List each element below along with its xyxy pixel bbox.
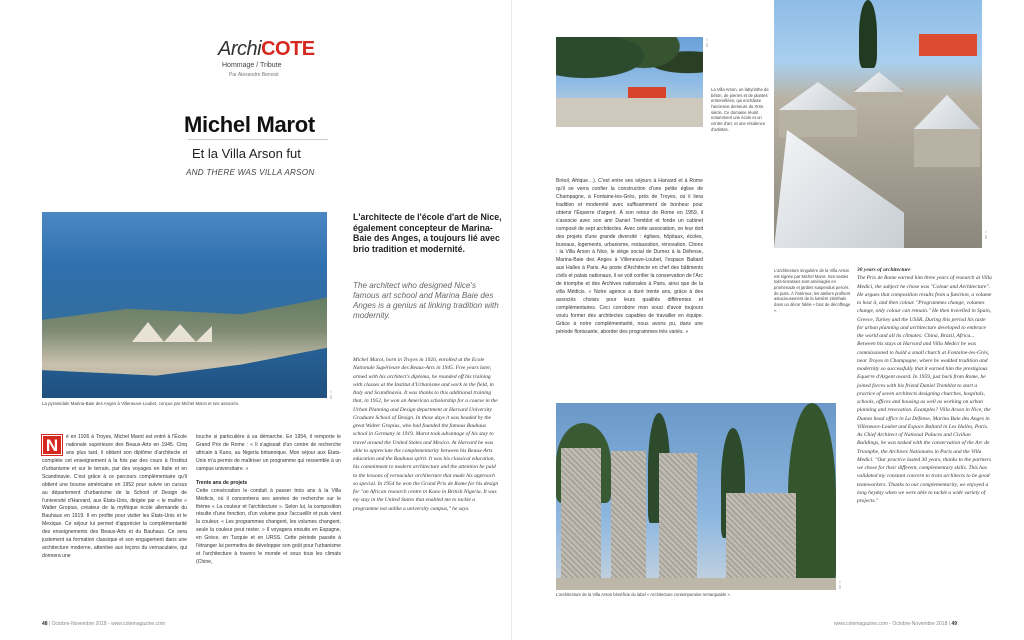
marina-baie-des-anges-photo <box>42 212 327 398</box>
lead-paragraph-french: L'architecte de l'école d'art de Nice, également concepteur de Marina-Baie des Anges, a toujours lié avec brio tradition et modernité. <box>353 212 502 255</box>
body-column-french-1: N é en 1926 à Troyes, Michel Marot est entré à l'École nationale supérieure des Beaux-Arts en 1945. Cinq ans plus tard, il obtient son diplôme d'architecte et complète cet enseignement à la fois par des cours à l'Institut d'urbanisme et sur le terrain, par des voyages en Italie et en Scandinavie. C'est grâce à ce parcours complémentaire qu'il obtient une bourse américaine en 1952 pour suivre un cursus au département d'urbanisme de la School of Design de l'université d'Harvard, aux États-Unis, dirigée par « le maître » Walter Gropius, créateur de la mythique école allemande du Bauhaus en 1919. Il en profite pour visiter les États-Unis et le Mexique. Ce séjour lui permet d'apprécier la complémentarité des enseignements des Beaux-Arts et du Bauhaus. Ce sera justement sa formation classique et son engagement dans une architecture moderne, attentive aux leçons du vernaculaire, qui donnera une <box>42 434 187 560</box>
photo-credit: © DR <box>984 230 988 240</box>
villa-arson-rooftop-photo <box>774 0 982 248</box>
body-column-french-2: touche si particulière à sa démarche. En 1954, il remporte le Grand Prix de Rome : « Il s'agissait d'un centre de recherche africain à Kano, au Nigeria britannique. Mon séjour aux États-Unis m'a permis de maîtriser un programme qui ressemble à un campus universitaire. » Trente ans de projets Cette consécration le conduit à passer trois ans à la Villa Médicis, où il concentrera ses années de recherche sur le thème « La couleur et l'architecture ». Selon lui, la composition résulte d'une fonction, d'un volume pour l'accueillir et puis vient la couleur. « Les programmes changent, les volumes changent, seule la couleur peut rester. » Il voyagera ensuite en Espagne, en Grèce, en Turquie et en URSS. Cette période passée à l'étranger lui permettra de développer son goût pour l'urbanisme et l'architecture à travers le monde et sous tous les climats (Chine, <box>196 434 341 566</box>
article-subtitle: Et la Villa Arson fut <box>192 146 301 161</box>
body-column-english-1: Michel Marot, born in Troyes in 1926, enrolled at the Ecole Nationale Supérieure des Beaux-Arts in 1945. Five years later, armed with his architect's diploma, he rounded off his training with classes at the Institut d'Urbanisme and work in the field, in Italy and Scandinavia. It was thanks to this additional training that, in 1952, he won an American scholarship for a course in the Urban Planning and Design department at Harvard University Graduate School of Design. In those days it was headed by the great Walter Gropius, who had founded the famous Bauhaus school in Germany in 1919. Marot took advantage of his stay to travel around the United States and Mexico. At Harvard he was able to appreciate the complementarity between his Beaux-Arts education and the Bauhaus spirit. It was his classical education, his commitment to modern architecture and the attention he paid to the lessons of vernacular architecture that made his approach so special. In 1954 he won the Grand Prix de Rome for his design for "an African research centre in Kano in British Nigeria. It was my stay in the United States that enabled me to tackle a programme not unlike a university campus," he says. <box>353 357 499 512</box>
footer-left: 48 | Octobre-Novembre 2018 - www.cotemagazine.com <box>42 621 166 627</box>
article-title: Michel Marot <box>184 112 315 137</box>
roof-photo-caption: L'architecture singulière de la Villa Arson est signée par Michel Marot. Ses vastes toits-terrasses sont aménagés en promenade et jardins suspendus percés de puits. À l'intérieur, les ateliers profitent astucieusement de la lumière zénithale dans un décor fidèle « brut de décoffrage ». <box>774 268 851 313</box>
lead-paragraph-english: The architect who designed Nice's famous art school and Marina Baie des Anges is a genius at linking tradition with modernity. <box>353 281 499 321</box>
body-column-french-3: Brésil, Afrique…). C'est entre ses séjours à Harvard et à Rome qu'il se verra confier la construction d'une petite église de Champagne, à Fontaine-les-Grès, près de Troyes, où il liera tradition et modernité avec suffisamment de bonheur pour obtenir l'Équerre d'argent. À son retour de Rome en 1959, il s'associe avec son ami Daniel Tremblot et fonde un cabinet composé de sept architectes. Avec cette association, on leur doit des projets d'une grande diversité : églises, hôpitaux, écoles, bureaux, logements, urbanisme, restauration, rénovation. Citons : la Villa Arson à Nice, le siège social de Dumez à la Défense, Marina-Baie des Anges à Villeneuve-Loubet, l'espace Baltard aux Halles à Paris. Au poste d'Architecte en chef des bâtiments civils et palais nationaux, il se voit confier la conservation de l'Arc de triomphe et des Archives nationales à Paris, ainsi que de la villa Médicis. « Notre agence a duré trente ans, grâce à des associés choisis pour leurs qualités différentes et complémentaires. Ceci corrobore mon souci d'avoir toujours voulu former des architectes capables de travailler en équipe. Grâce à notre complémentarité, nous avons pu, dans une période florissante, aborder des programmes très variés. » <box>556 178 703 335</box>
marina-photo-caption: La pyramidale Marina-Baie des Anges à Villeneuve-Loubet, conçue par Michel Marot et ses associés. <box>42 401 240 406</box>
body-column-english-2: 30 years of architecture The Prix de Rome earned him three years of research at Villa Medici, the subject he chose was "Colour and Architecture". He argues that composition results from a function, a volume to host it, and then colour. "Programmes change, volumes change, only colour can remain." He then travelled in Spain, Greece, Turkey and the USSR. During this period his taste for urban planning and architecture developed to embrace the world and all its climates: China, Brazil, Africa... Between his stays at Harvard and Villa Medici he was commissioned to build a small church at Fontaine-les-Grès, near Troyes in Champagne, where he wedded tradition and modernity so successfully that it earned him the prestigious Equerre d'Argent award. In 1959, just back from Rome, he joined forces with his friend Daniel Tremblot to start a practice of seven architects designing churches, hospitals, schools, offices and housing as well as working on urban planning and renovation. Examples? Villa Arson in Nice, the Dumez head office in La Défense, Marina Baie des Anges in Villeneuve-Loubet and Espace Baltard in Les Halles, Paris. As Chief Architect of National Palaces and Civilian Buildings, he was tasked with the conservation of the Arc de Triomphe, the Archives Nationales in Paris and the Villa Medici. "Our practice lasted 30 years, thanks to the partners we chose for their different, complementary skills. This has validated my constant concern to train architects to be good teamworkers. Thanks to our complementarity, we enjoyed a long heyday when we were able to tackle a wide variety of projects." <box>857 267 992 504</box>
subheading-french: Trente ans de projets <box>196 479 248 486</box>
page-number-left: 48 <box>42 621 48 627</box>
photo-credit: © DR <box>838 580 842 590</box>
magazine-logo: ArchiCOTE <box>218 38 315 60</box>
photo-credit: © DR <box>329 390 333 400</box>
arson-photo-caption: L'architecture de la Villa Arson bénéficie du label « Architecture contemporaine remarquable ». <box>556 592 731 597</box>
title-divider <box>188 139 328 140</box>
villa-arson-stone-towers-photo <box>556 403 836 590</box>
drop-cap: N <box>42 435 62 455</box>
photo-credit: © DR <box>705 38 709 48</box>
page-number-right: 49 <box>951 621 958 627</box>
footer-right: www.cotemagazine.com - Octobre-Novembre 2018 | 49 <box>834 621 958 627</box>
villa-arson-facade-photo <box>556 37 703 127</box>
article-subtitle-english: AND THERE WAS VILLA ARSON <box>186 168 315 177</box>
author-byline: Par Alexandre Benoist <box>229 72 279 78</box>
subheading-english: 30 years of architecture <box>857 267 911 273</box>
villa-photo-caption: La Villa Arson, un labyrinthe de béton, de pierres et de plantes entremêlées, qui enchâsse l'ancienne demeure du XIXe siècle. Ce domaine réunit notamment une école et un centre d'art, et une résidence d'artistes. <box>711 87 769 132</box>
section-rubric: Hommage / Tribute <box>222 62 282 69</box>
